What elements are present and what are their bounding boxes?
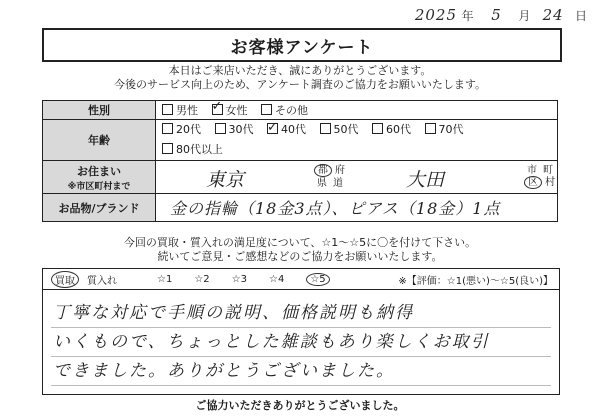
rating-option-1[interactable]: ☆1 [157, 273, 173, 285]
survey-date [415, 6, 588, 24]
city-mark-shi: 市 [527, 165, 537, 176]
survey-line: 今回の買取・質入れの満足度について、☆1～☆5に〇を付けて下さい。 [123, 236, 477, 249]
checkbox[interactable] [162, 104, 173, 115]
rating-option-3[interactable]: ☆3 [231, 273, 247, 285]
prefecture-type [314, 164, 350, 189]
comment-line: 丁寧な対応で手順の説明、価格説明も納得 [53, 303, 414, 323]
age-option-50s[interactable]: 50代 [320, 120, 359, 140]
pref-mark-to: 都 [314, 164, 332, 177]
date-year-unit: 年 [461, 9, 475, 23]
page-title: お客様アンケート [42, 28, 562, 62]
pref-mark-do: 道 [333, 178, 343, 189]
pref-mark-fu: 府 [335, 165, 345, 176]
rating-option-2[interactable]: ☆2 [194, 273, 210, 285]
age-options [156, 120, 558, 161]
checkbox[interactable] [162, 143, 173, 154]
age-option-60s[interactable]: 60代 [372, 120, 411, 140]
evaluation-header [43, 269, 559, 290]
age-option-70s[interactable]: 70代 [425, 120, 464, 140]
checkbox[interactable] [162, 123, 173, 134]
pref-mark-ken: 県 [317, 178, 327, 189]
date-month: 5 [491, 6, 502, 24]
age-option-30s[interactable]: 30代 [215, 120, 254, 140]
rating-option-5[interactable]: ☆5 [306, 273, 329, 286]
city-value: 大田 [406, 169, 445, 191]
comment-line: できました。ありがとうございました。 [53, 361, 395, 381]
date-month-unit: 月 [518, 9, 532, 23]
checkbox[interactable] [261, 104, 272, 115]
thanks-text: ご協力いただきありがとうございました。 [195, 399, 405, 412]
gender-label: 性別 [43, 101, 156, 120]
gender-options [156, 101, 558, 120]
checkbox[interactable] [320, 123, 331, 134]
date-year: 2025 [414, 6, 457, 24]
age-option-80plus[interactable]: 80代以上 [162, 140, 223, 160]
checkbox[interactable] [212, 104, 223, 115]
address-field[interactable] [156, 161, 558, 194]
prefecture-value: 東京 [206, 169, 245, 191]
city-type [524, 164, 560, 189]
kind-option-pawn[interactable]: 質入れ [87, 275, 117, 287]
checkbox[interactable] [425, 123, 436, 134]
survey-form-table [42, 100, 558, 222]
rating-legend: ※【評価：☆1(悪い)～☆5(良い)】 [398, 275, 553, 287]
items-value: 金の指輪（18金3点）、ピアス（18金）1点 [170, 199, 501, 218]
survey-line: 続いてご意見・ご感想などのご協力をお願いいたします。 [157, 250, 443, 263]
address-sublabel: ※市区町村まで [67, 181, 131, 192]
city-mark-machi: 町 [543, 165, 553, 176]
age-option-20s[interactable]: 20代 [162, 120, 201, 140]
kind-option-purchase[interactable]: 買取 [51, 271, 79, 288]
comment-line: いくもので、ちょっとした雑談もあり楽しくお取引 [53, 332, 490, 352]
intro-line: 本日はご来店いただき、誠にありがとうございます。 [168, 64, 432, 77]
gender-option-other[interactable]: その他 [261, 102, 308, 118]
survey-instructions [0, 236, 600, 264]
city-mark-mura: 村 [545, 177, 555, 188]
date-day: 24 [542, 6, 564, 24]
age-option-40s[interactable]: ✓ 40代 [267, 120, 306, 140]
intro-line: 今後のサービス向上のため、アンケート調査のご協力をお願いいたします。 [113, 78, 487, 91]
comment-text[interactable] [53, 299, 549, 386]
evaluation-box [42, 268, 560, 395]
intro-text [0, 64, 600, 92]
checkbox[interactable] [215, 123, 226, 134]
items-label: お品物/ブランド [43, 194, 156, 222]
items-field[interactable] [156, 194, 558, 222]
checkbox[interactable] [372, 123, 383, 134]
address-label: お住まい ※市区町村まで [43, 161, 156, 194]
gender-option-male[interactable]: 男性 [162, 102, 198, 118]
checkbox[interactable] [267, 123, 278, 134]
age-label: 年齢 [43, 120, 156, 161]
date-day-unit: 日 [574, 9, 588, 23]
gender-option-female[interactable]: ✓ 女性 [212, 102, 248, 118]
city-mark-ku: 区 [524, 176, 542, 189]
rating-option-4[interactable]: ☆4 [268, 273, 285, 285]
